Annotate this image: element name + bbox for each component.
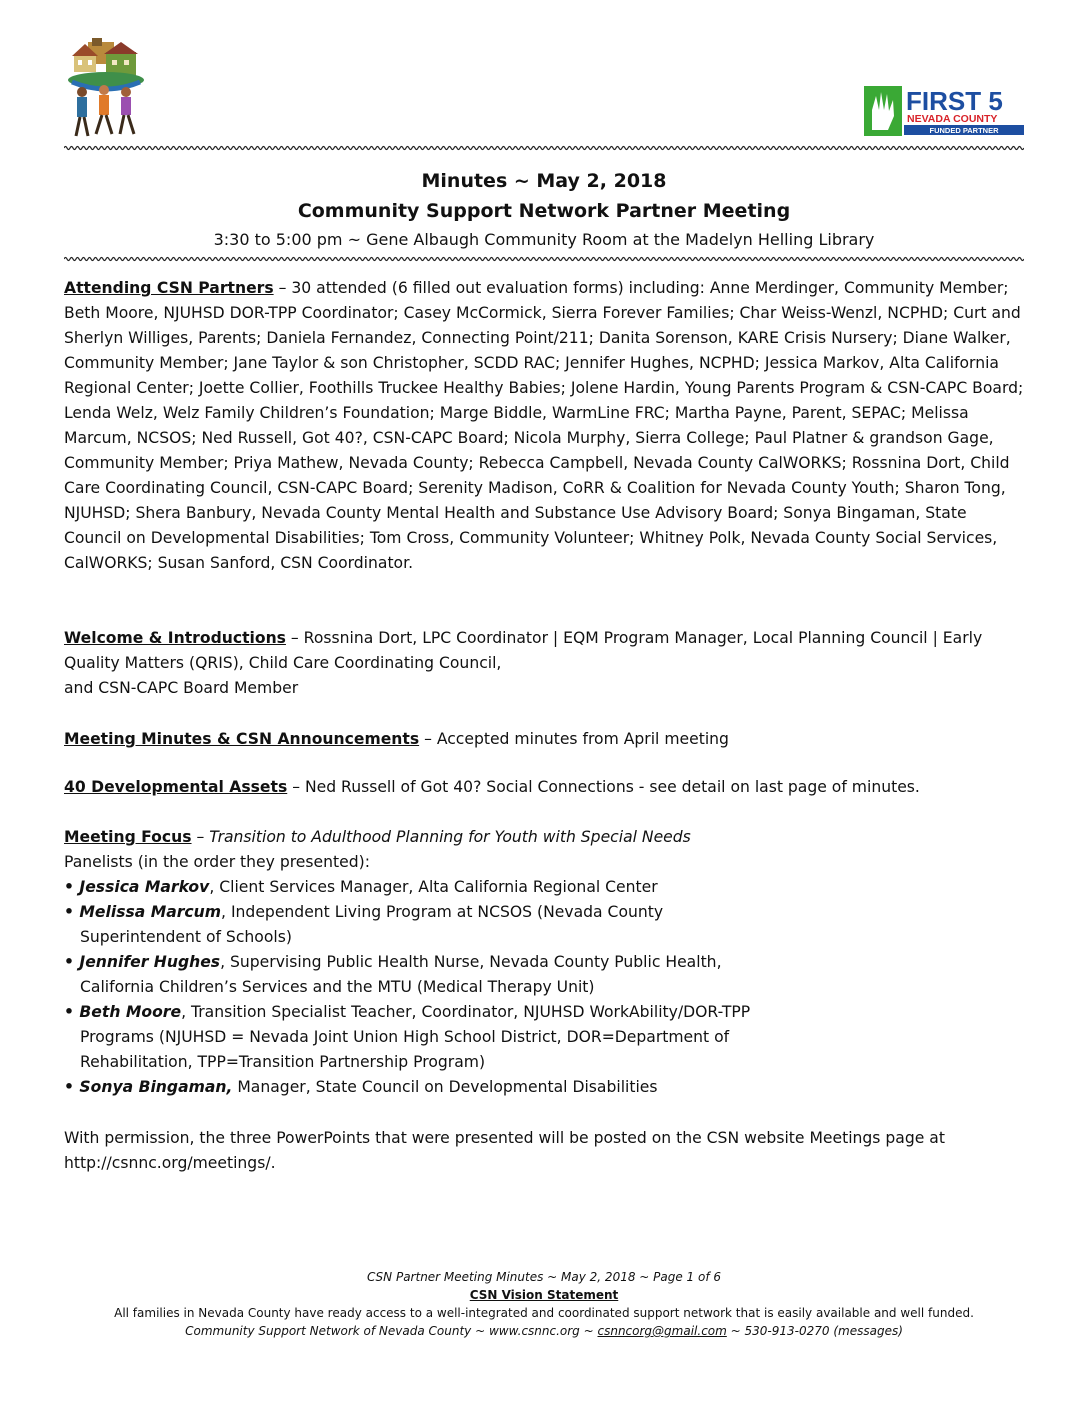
panelists-label: Panelists (in the order they presented): bbox=[64, 853, 370, 871]
panelist-role-continued: Programs (NJUHSD = Nevada Joint Union High School District, DOR=Department of bbox=[80, 1028, 730, 1046]
panelist-name: Melissa Marcum bbox=[79, 903, 222, 921]
tilde-divider-top bbox=[64, 145, 1024, 151]
panelist-role-continued: Rehabilitation, TPP=Transition Partnership Program) bbox=[80, 1053, 486, 1071]
focus-topic: Transition to Adulthood Planning for Youth with Special Needs bbox=[209, 828, 691, 846]
footer-contact bbox=[64, 1322, 1024, 1340]
page-footer bbox=[64, 1268, 1024, 1340]
bullet-icon: • bbox=[64, 1078, 80, 1096]
assets-section bbox=[64, 775, 1024, 800]
panelist-name: Jennifer Hughes bbox=[79, 953, 221, 971]
permission-text: With permission, the three PowerPoints that were presented will be posted on the CSN website Meetings page at http://csnnc.org/meetings/. bbox=[64, 1129, 945, 1172]
footer-email-link[interactable]: csnncorg@gmail.com bbox=[597, 1324, 727, 1338]
footer-contact-post: ~ 530-913-0270 (messages) bbox=[726, 1324, 903, 1338]
welcome-text: – Rossnina Dort, LPC Coordinator | EQM Program Manager, Local Planning Council | Early Quality Matters (QRIS), Child Care Coordinating Council, bbox=[64, 629, 983, 672]
panelist-item bbox=[64, 875, 1024, 900]
permission-section bbox=[64, 1126, 1024, 1176]
focus-heading: Meeting Focus bbox=[64, 828, 192, 846]
first5-sub-text: NEVADA COUNTY bbox=[907, 113, 998, 125]
panelist-role: , Client Services Manager, Alta California Regional Center bbox=[209, 878, 658, 896]
minutes-text: – Accepted minutes from April meeting bbox=[419, 730, 729, 748]
welcome-section bbox=[64, 626, 1024, 701]
bullet-icon: • bbox=[64, 953, 80, 971]
panelists-list bbox=[64, 875, 1024, 1100]
panelist-role: , Independent Living Program at NCSOS (Nevada County bbox=[221, 903, 664, 921]
panelist-role-continued: Superintendent of Schools) bbox=[80, 928, 292, 946]
bullet-icon: • bbox=[64, 903, 80, 921]
panelist-name: Sonya Bingaman, bbox=[79, 1078, 233, 1096]
first5-tag-text: FUNDED PARTNER bbox=[929, 126, 999, 135]
assets-text: – Ned Russell of Got 40? Social Connections - see detail on last page of minutes. bbox=[287, 778, 920, 796]
minutes-section bbox=[64, 727, 1024, 752]
panelist-name: Jessica Markov bbox=[79, 878, 210, 896]
panelist-item bbox=[64, 950, 1024, 975]
assets-heading: 40 Developmental Assets bbox=[64, 778, 288, 796]
attending-text: – 30 attended (6 filled out evaluation forms) including: Anne Merdinger, Community Member; Beth Moore, NJUHSD DOR-TPP Coordinator; Casey McCormick, Sierra Forever Families; Char Weiss-Wenzl, NCPHD; Curt and Sherlyn Williges, Parents; Daniela Fernandez, Connecting Point/211; Danita Sorenson, KARE Crisis Nursery; Diane Walker, Community Member; Jane Taylor & son Christopher, SCDD RAC; Jennifer Hughes, NCPHD; Jessica Markov, Alta California Regional Center; Joette Collier, Foothills Truckee Healthy Babies; Jolene Hardin, Young Parents Program & CSN-CAPC Board; Lenda Welz, Welz Family Children’s Foundation; Marge Biddle, WarmLine FRC; Martha Payne, Parent, SEPAC; Melissa Marcum, NCSOS; Ned Russell, Got 40?, CSN-CAPC Board; Nicola Murphy, Sierra College; Paul Platner & grandson Gage, Community Member; Priya Mathew, Nevada County; Rebecca Campbell, Nevada County CalWORKS; Rossnina Dort, Child Care Coordinating Council, CSN-CAPC Board; Serenity Madison, CoRR & Coalition for Nevada County Youth; Sharon Tong, NJUHSD; Shera Banbury, Nevada County Mental Health and Substance Use Advisory Board; Sonya Bingaman, State Council on Developmental Disabilities; Tom Cross, Community Volunteer; Whitney Polk, Nevada County Social Services, CalWORKS; Susan Sanford, CSN Coordinator. bbox=[64, 279, 1024, 572]
footer-vision-heading: CSN Vision Statement bbox=[469, 1288, 619, 1302]
panelist-role: Manager, State Council on Developmental Disabilities bbox=[232, 1078, 658, 1096]
minutes-title: Minutes ~ May 2, 2018 bbox=[421, 170, 667, 192]
meeting-name: Community Support Network Partner Meeting bbox=[297, 200, 791, 222]
attending-section bbox=[64, 276, 1024, 576]
panelist-item bbox=[64, 1075, 1024, 1100]
bullet-icon: • bbox=[64, 878, 80, 896]
panelist-role: , Supervising Public Health Nurse, Nevada County Public Health, bbox=[220, 953, 722, 971]
panelist-item bbox=[64, 900, 1024, 925]
tilde-divider-bottom bbox=[64, 256, 1024, 262]
focus-section bbox=[64, 825, 1024, 1100]
welcome-text-2: and CSN-CAPC Board Member bbox=[64, 679, 299, 697]
meeting-time-location: 3:30 to 5:00 pm ~ Gene Albaugh Community Room at the Madelyn Helling Library bbox=[213, 230, 875, 249]
footer-page-line: CSN Partner Meeting Minutes ~ May 2, 2018 ~ Page 1 of 6 bbox=[366, 1270, 722, 1284]
attending-heading: Attending CSN Partners bbox=[64, 279, 274, 297]
welcome-heading: Welcome & Introductions bbox=[64, 629, 286, 647]
footer-vision-text: All families in Nevada County have ready access to a well-integrated and coordinated support network that is easily available and well funded. bbox=[114, 1306, 974, 1320]
community-people-logo-icon bbox=[66, 38, 146, 140]
first5-logo bbox=[864, 86, 1024, 136]
title-block bbox=[64, 166, 1024, 254]
panelist-role-continued: California Children’s Services and the MTU (Medical Therapy Unit) bbox=[80, 978, 595, 996]
panelist-name: Beth Moore bbox=[79, 1003, 182, 1021]
panelist-item bbox=[64, 1000, 1024, 1025]
footer-contact-pre: Community Support Network of Nevada County ~ www.csnnc.org ~ bbox=[185, 1324, 598, 1338]
first5-brand-text: FIRST 5 bbox=[906, 86, 1003, 116]
bullet-icon: • bbox=[64, 1003, 80, 1021]
focus-dash: – bbox=[191, 828, 210, 846]
minutes-heading: Meeting Minutes & CSN Announcements bbox=[64, 730, 420, 748]
panelist-role: , Transition Specialist Teacher, Coordinator, NJUHSD WorkAbility/DOR-TPP bbox=[181, 1003, 751, 1021]
